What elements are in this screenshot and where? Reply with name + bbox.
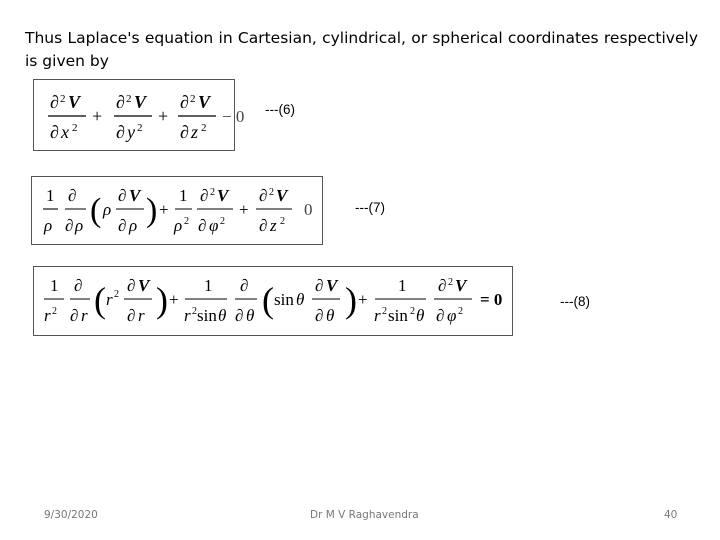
- svg-text:∂: ∂: [118, 216, 127, 235]
- svg-text:r: r: [138, 306, 145, 325]
- svg-text:∂: ∂: [74, 276, 83, 295]
- svg-text:V: V: [326, 276, 338, 295]
- footer-author: Dr M V Raghavendra: [310, 509, 419, 521]
- svg-text:∂: ∂: [315, 276, 324, 295]
- svg-text:V: V: [68, 92, 81, 112]
- equation-7-tag: ---(7): [355, 200, 385, 215]
- svg-text:2: 2: [126, 93, 132, 105]
- svg-text:+: +: [358, 290, 368, 309]
- svg-text:(: (: [262, 280, 274, 320]
- svg-text:∂: ∂: [65, 216, 74, 235]
- svg-text:ρ: ρ: [75, 216, 84, 235]
- svg-text:): ): [146, 192, 158, 229]
- svg-text:x: x: [61, 122, 69, 142]
- svg-text:∂: ∂: [436, 306, 445, 325]
- svg-text:1: 1: [398, 276, 407, 295]
- svg-text:∂: ∂: [50, 122, 59, 142]
- equation-8-formula: [34, 267, 512, 335]
- svg-text:z: z: [191, 122, 199, 142]
- svg-text:1: 1: [204, 276, 213, 295]
- svg-text:∂: ∂: [50, 92, 59, 112]
- svg-text:∂: ∂: [70, 306, 79, 325]
- svg-text:θ: θ: [246, 306, 255, 325]
- svg-text:): ): [345, 280, 357, 320]
- svg-text:sin: sin: [274, 290, 294, 309]
- svg-text:+: +: [158, 106, 169, 126]
- svg-text:2: 2: [448, 277, 453, 288]
- equation-8-tag: ---(8): [560, 294, 590, 309]
- svg-text:θ: θ: [296, 290, 305, 309]
- svg-text:V: V: [129, 186, 141, 205]
- svg-text:(: (: [94, 280, 106, 320]
- svg-text:− 0: − 0: [222, 107, 245, 126]
- svg-text:∂: ∂: [259, 216, 268, 235]
- svg-text:2: 2: [382, 306, 387, 317]
- svg-text:2: 2: [280, 216, 285, 227]
- svg-text:∂: ∂: [68, 186, 77, 205]
- svg-text:2: 2: [60, 93, 66, 105]
- svg-text:∂: ∂: [200, 186, 209, 205]
- svg-text:2: 2: [114, 289, 119, 300]
- equation-7-formula: [32, 177, 322, 244]
- svg-text:θ: θ: [218, 306, 227, 325]
- svg-text:r: r: [106, 290, 113, 309]
- svg-text:2: 2: [72, 122, 78, 134]
- svg-text:θ: θ: [326, 306, 335, 325]
- svg-text:1: 1: [46, 186, 55, 205]
- svg-text:V: V: [217, 186, 229, 205]
- svg-text:ρ: ρ: [44, 216, 53, 235]
- svg-text:2: 2: [220, 216, 225, 227]
- svg-text:∂: ∂: [315, 306, 324, 325]
- svg-text:2: 2: [52, 306, 57, 317]
- svg-text:2: 2: [201, 122, 207, 134]
- svg-text:2: 2: [410, 306, 415, 317]
- svg-text:V: V: [134, 92, 147, 112]
- svg-text:1: 1: [50, 276, 59, 295]
- intro-text: Thus Laplace's equation in Cartesian, cylindrical, or spherical coordinates respectively is given by: [25, 29, 698, 70]
- equation-6-box: [33, 79, 245, 151]
- footer-page-number: 40: [664, 509, 678, 521]
- svg-text:∂: ∂: [198, 216, 207, 235]
- equation-7-box: [31, 176, 323, 245]
- svg-text:(: (: [90, 192, 102, 229]
- svg-text:+: +: [159, 200, 169, 219]
- svg-text:ρ: ρ: [129, 216, 138, 235]
- svg-text:2: 2: [458, 306, 463, 317]
- svg-text:r: r: [374, 306, 381, 325]
- svg-text:V: V: [276, 186, 288, 205]
- svg-text:+: +: [239, 200, 249, 219]
- svg-text:+: +: [92, 106, 103, 126]
- svg-text:r: r: [81, 306, 88, 325]
- svg-text:∂: ∂: [259, 186, 268, 205]
- svg-text:2: 2: [190, 93, 196, 105]
- svg-text:+: +: [169, 290, 179, 309]
- svg-text:θ: θ: [416, 306, 425, 325]
- svg-text:∂: ∂: [116, 92, 125, 112]
- svg-text:y: y: [127, 122, 135, 142]
- svg-text:2: 2: [184, 216, 189, 227]
- svg-text:2: 2: [269, 187, 274, 198]
- svg-text:sin: sin: [388, 306, 408, 325]
- svg-text:2: 2: [210, 187, 215, 198]
- svg-text:∂: ∂: [240, 276, 249, 295]
- svg-text:1: 1: [179, 186, 188, 205]
- svg-text:r: r: [184, 306, 191, 325]
- svg-text:V: V: [138, 276, 150, 295]
- svg-text:∂: ∂: [235, 306, 244, 325]
- svg-text:ρ: ρ: [103, 200, 112, 219]
- equation-6-tag: ---(6): [265, 102, 295, 117]
- svg-text:∂: ∂: [116, 122, 125, 142]
- svg-text:sin: sin: [197, 306, 217, 325]
- svg-text:φ: φ: [447, 306, 457, 325]
- footer-date: 9/30/2020: [44, 509, 98, 521]
- svg-text:∂: ∂: [127, 276, 136, 295]
- svg-text:V: V: [455, 276, 467, 295]
- svg-text:= 0: = 0: [480, 290, 503, 309]
- svg-text:2: 2: [137, 122, 143, 134]
- svg-text:): ): [156, 280, 168, 320]
- svg-text:V: V: [198, 92, 211, 112]
- svg-text:∂: ∂: [180, 92, 189, 112]
- svg-text:r: r: [44, 306, 51, 325]
- svg-text:φ: φ: [209, 216, 219, 235]
- svg-text:∂: ∂: [438, 276, 447, 295]
- equation-8-box: [33, 266, 513, 336]
- svg-text:ρ: ρ: [174, 216, 183, 235]
- svg-text:0: 0: [304, 200, 313, 219]
- svg-text:∂: ∂: [180, 122, 189, 142]
- equation-6-formula: [34, 80, 245, 150]
- svg-text:2: 2: [192, 306, 197, 317]
- svg-text:z: z: [270, 216, 277, 235]
- svg-text:∂: ∂: [118, 186, 127, 205]
- svg-text:∂: ∂: [127, 306, 136, 325]
